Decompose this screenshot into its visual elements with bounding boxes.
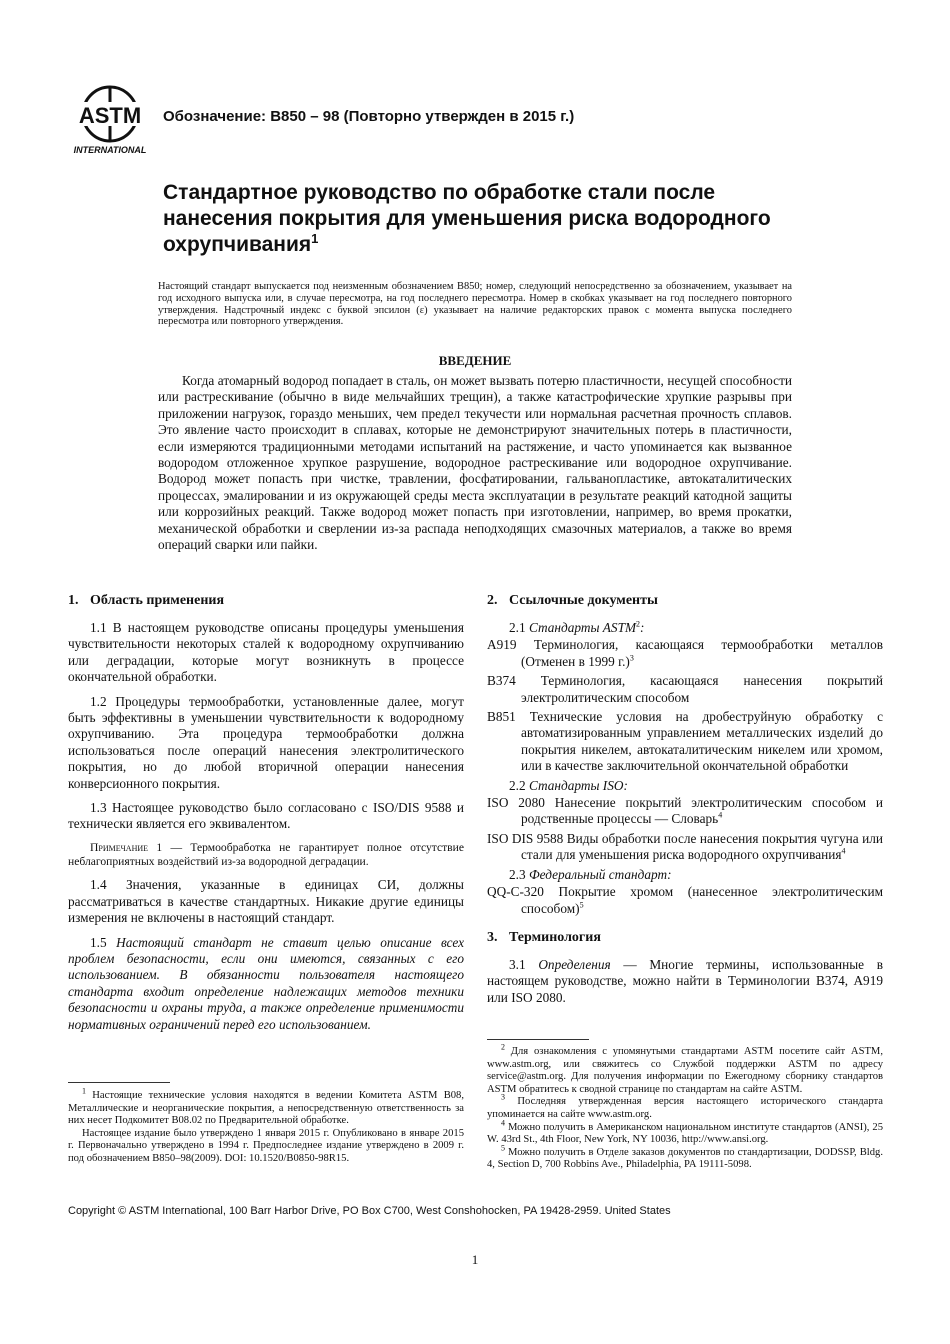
para-1-1: 1.1 В настоящем руководстве описаны процедуры уменьшения чувствительности некоторых сталей к водородному охрупчиванию или деградации, которые могут возникнуть в процессе окончательной обработки. [68, 620, 464, 685]
designation: Обозначение: B850 – 98 (Повторно утвержден в 2015 г.) [163, 108, 575, 125]
footnote-1-continued: Настоящее издание было утверждено 1 января 2015 г. Опубликовано в январе 2015 г. Первоначально утверждено в 1994 г. Предпоследнее издание утверждено в 2009 г. под обозначением B850–98(2009). DOI: 10.1520/B0850-98R15. [68, 1127, 464, 1164]
ref-code: B374 [487, 673, 516, 689]
footnote-3 [487, 1092, 883, 1121]
ref-code: B851 [487, 709, 516, 725]
footnote-5-mark: 5 [501, 1143, 505, 1153]
footnote-5-text: Можно получить в Отделе заказов документов по стандартизации, DODSSP, Bldg. 4, Section D, 700 Robbins Ave., Philadelphia, PA 19111-5098. [487, 1146, 883, 1171]
copyright: Copyright © ASTM International, 100 Barr Harbor Drive, PO Box C700, West Conshohocken, PA 19428-2959. United States [68, 1205, 671, 1217]
para-1-5-text: Настоящий стандарт не ставит целью описание всех проблем безопасности, если они имеются, связанных с его использованием. В обязанности пользователя настоящего стандарта входит определение надлежащих методов техники безопасности и охраны труда, а также определение применимости нормативных ограничений перед его использованием. [68, 934, 464, 1032]
footnote-1 [68, 1086, 464, 1128]
ref-code: ISO DIS 9588 [487, 830, 564, 846]
para-1-2: 1.2 Процедуры термообработки, установленные далее, могут быть эффективны в уменьшении чувствительности к водородному охрупчиванию. Эта процедура термообработки должна использоваться после операций нанесения электролитического покрытия, но до любой вторичной операции нанесения конверсионного покрытия. [68, 693, 464, 791]
para-3-1 [487, 957, 883, 1006]
footnote-2-mark: 2 [501, 1042, 505, 1052]
para-1-3: 1.3 Настоящее руководство было согласовано с ISO/DIS 9588 и технически является его эквивалентом. [68, 800, 464, 832]
footnote-3-mark: 3 [501, 1092, 505, 1102]
subsection-2-1-number: 2.1 [509, 620, 529, 635]
para-3-1-text: — Многие термины, использованные в настоящем руководстве, можно найти в Терминологии B374, A919 или ISO 2080. [487, 956, 883, 1005]
subsection-2-3-number: 2.3 [509, 866, 529, 882]
footnotes-right [487, 1042, 883, 1172]
document-title [163, 180, 803, 258]
section-3-heading [487, 929, 883, 947]
footnote-3-text: Последняя утвержденная версия настоящего исторического стандарта упоминается на сайте www.astm.org. [487, 1096, 883, 1120]
footnote-1-text: Настоящие технические условия находятся в ведении Комитета ASTM B08, Металлические и неорганические покрытия, а непосредственную ответственность за них несет Подкомитет B08.02 по Предварительной обработке. [68, 1090, 464, 1127]
ref-text: Технические условия на дробеструйную обработку с автоматизированным управлением металлических изделий до покрытия никелем, автокаталитическим никелем или хромом, или в качестве заключительной окончательной обработки [515, 709, 883, 774]
footnote-1-mark: 1 [82, 1086, 86, 1096]
ref-mark: 4 [718, 811, 723, 821]
section-3-title: Терминология [509, 929, 601, 945]
ref-qq-c-320 [487, 884, 883, 917]
section-1-number: 1. [68, 593, 79, 608]
subsection-2-1-mark: 2 [636, 619, 641, 629]
ref-text: Нанесение покрытий электролитическим способом и родственные процессы — Словарь [521, 795, 884, 827]
section-2-title: Ссылочные документы [509, 593, 658, 608]
subsection-2-2-title: Стандарты ISO: [528, 777, 628, 793]
subsection-2-2-number: 2.2 [509, 777, 529, 793]
subsection-2-2 [509, 778, 883, 794]
title-footnote-mark: 1 [311, 231, 319, 246]
ref-code: A919 [487, 637, 517, 653]
para-3-1-number: 3.1 [509, 956, 539, 972]
ref-mark: 3 [629, 653, 634, 663]
intro-body: Когда атомарный водород попадает в сталь, он может вызвать потерю пластичности, несущей способности или растрескивание (обычно в виде мельчайших трещин), а также катастрофические хрупкие разрывы при приложении нагрузок, гораздо меньших, чем предел текучести или нормальная расчетная прочность сплавов. Это явление часто происходит в сплавах, которые не демонстрируют значительных потерь в пластичности, если измеряются традиционными методами испытаний на растяжение, и часто упоминается как вызванное водородом отложенное хрупкое разрушение, водородное растрескивание или водородное охрупчивание. Водород может попасть при чистке, травлении, фосфатировании, гальванопластике, автокаталитических процессах, эмалировании и из окружающей среды места эксплуатации в результате реакций катодной защиты или коррозийных реакций. Также водород может попасть при изготовлении, например, во время прокатки, механической обработки и сверлении из-за распада неподходящих смазочных материалов, а также во время операций сварки или пайки. [158, 373, 792, 553]
note-1-label: Примечание 1 [90, 840, 163, 854]
ref-mark: 4 [841, 846, 846, 856]
para-1-5 [68, 935, 464, 1033]
section-3-number: 3. [487, 929, 498, 945]
ref-b851 [487, 709, 883, 775]
subsection-2-3-title: Федеральный стандарт: [528, 866, 672, 882]
ref-code: QQ-C-320 [487, 884, 544, 900]
ref-a919 [487, 637, 883, 670]
ref-text: Покрытие хромом (нанесенное электролитическим способом) [521, 884, 883, 916]
standard-notice: Настоящий стандарт выпускается под неизменным обозначением B850; номер, следующий непосредственно за обозначением, указывает на год исходного выпуска или, в случае пересмотра, на год последнего пересмотра. Номер в скобках указывает на год последнего повторного утверждения. Надстрочный индекс с буквой эпсилон (ε) указывает на наличие редакторских правок с момента выпуска последнего пересмотра или повторного утверждения. [158, 281, 792, 328]
footnote-2-text: Для ознакомления с упомянутыми стандартами ASTM посетите сайт ASTM, www.astm.org, или свяжитесь со Службой поддержки ASTM по адресу service@astm.org. Для получения информации по Ежегодному сборнику стандартов ASTM обратитесь к сводной странице по стандартам на сайте ASTM. [487, 1046, 883, 1095]
footnote-4-text: Можно получить в Американском национальном институте стандартов (ANSI), 25 W. 43rd St., 4th Floor, New York, NY 10036, http://www.ansi.org. [487, 1121, 883, 1146]
ref-text: Терминология, касающаяся нанесения покрытий электролитическим способом [515, 673, 883, 705]
ref-code: ISO 2080 [487, 795, 545, 811]
left-column [68, 592, 464, 1041]
astm-logo-graphic [66, 84, 154, 156]
ref-mark: 5 [579, 900, 584, 910]
section-2-number: 2. [487, 593, 498, 608]
ref-text: Терминология, касающаяся термообработки металлов (Отменен в 1999 г.) [516, 637, 883, 669]
footnote-rule-right [487, 1039, 589, 1040]
footnote-rule-left [68, 1082, 170, 1083]
ref-b374 [487, 673, 883, 706]
subsection-2-3 [509, 867, 883, 883]
right-column [487, 592, 883, 1014]
ref-iso-2080 [487, 795, 883, 828]
footnote-2 [487, 1042, 883, 1096]
footnotes-left [68, 1086, 464, 1166]
footnote-4 [487, 1118, 883, 1147]
para-1-4: 1.4 Значения, указанные в единицах СИ, должны рассматриваться в качестве стандартных. Никакие другие единицы измерения не включены в настоящий стандарт. [68, 877, 464, 926]
logo-text: ASTM [78, 103, 142, 128]
ref-iso-dis-9588 [487, 831, 883, 864]
ref-text: Виды обработки после нанесения покрытия чугуна или стали для уменьшения риска водородного охрупчивания [521, 830, 883, 863]
section-1-heading [68, 592, 464, 610]
section-2-heading [487, 592, 883, 610]
footnote-5 [487, 1143, 883, 1172]
intro-heading: ВВЕДЕНИЕ [438, 353, 512, 368]
section-1-title: Область применения [90, 593, 225, 608]
subsection-2-1-title: Стандарты ASTM [528, 620, 637, 635]
logo-subtext: INTERNATIONAL [73, 145, 147, 155]
para-1-5-number: 1.5 [90, 934, 117, 950]
subsection-2-1: 2.1 Стандарты ASTM$^2$: [509, 619, 645, 635]
page-number: 1 [471, 1252, 479, 1267]
note-1-text: — Термообработка не гарантирует полное отсутствие неблагоприятных воздействий из-за водородной деградации. [68, 840, 465, 869]
title-text: Стандартное руководство по обработке стали после нанесения покрытия для уменьшения риска водородного охрупчивания [163, 181, 771, 256]
footnote-4-mark: 4 [501, 1118, 505, 1128]
astm-logo [66, 84, 154, 156]
para-3-1-term: Определения [538, 956, 611, 972]
note-1 [68, 841, 464, 869]
